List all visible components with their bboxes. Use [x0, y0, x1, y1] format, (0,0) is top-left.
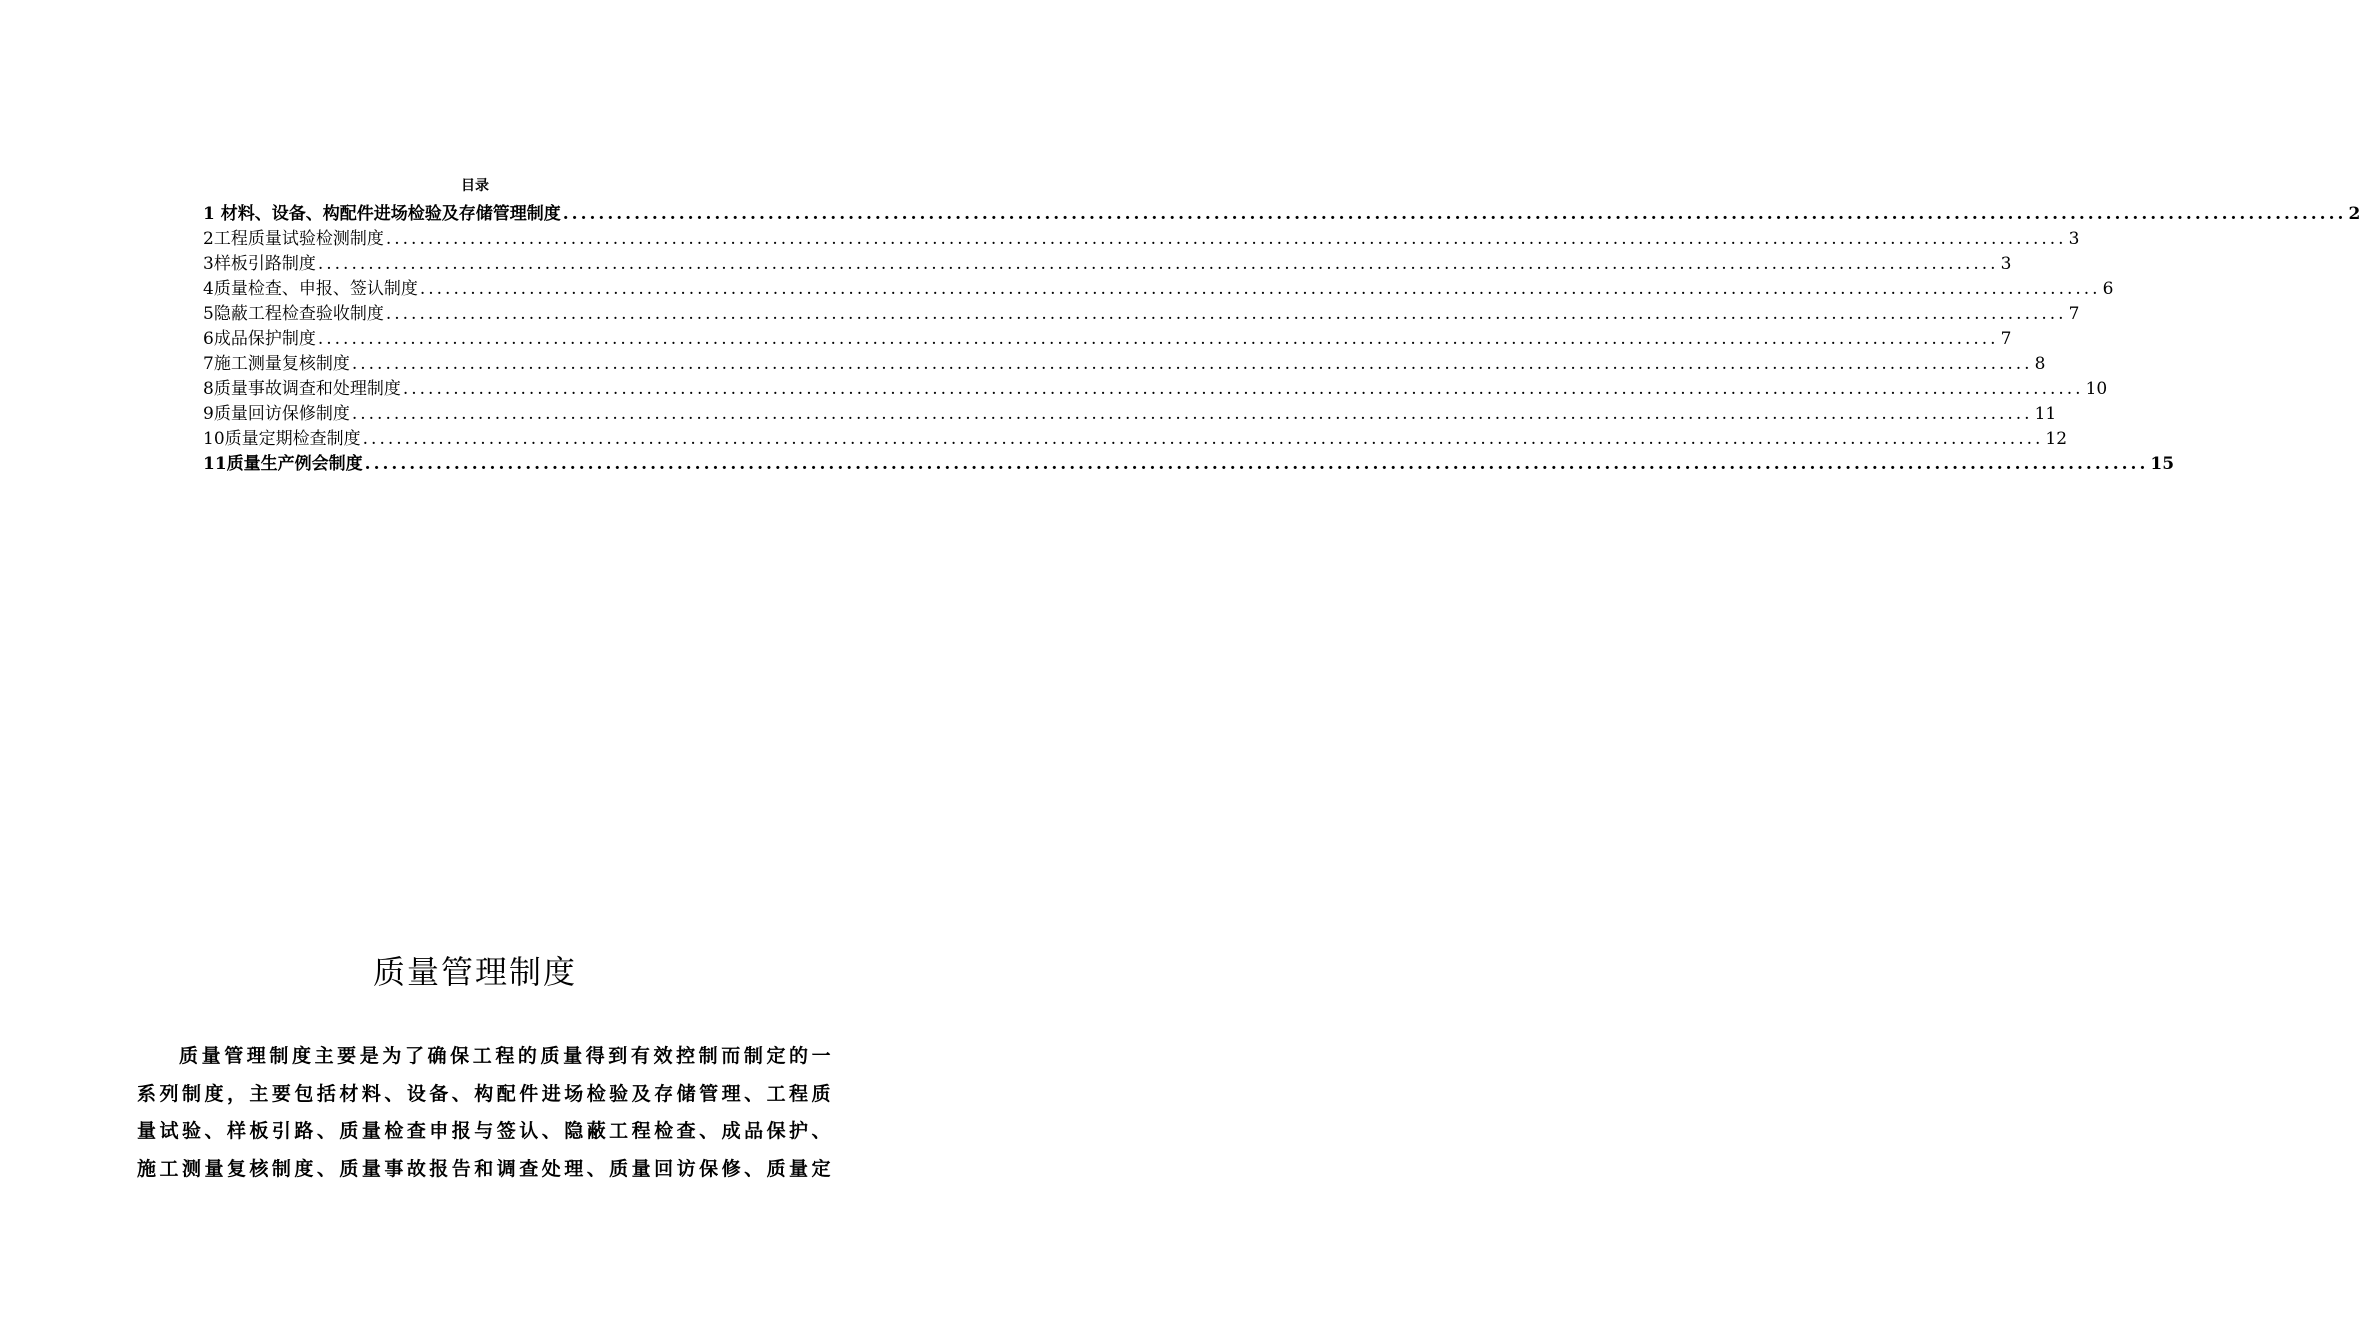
toc-item[interactable]: [203, 327, 2012, 352]
toc-heading: 目录: [461, 178, 489, 194]
toc-item-text: 3样板引路制度: [203, 254, 316, 274]
toc-item-page: 10: [2085, 379, 2108, 399]
toc-item-text: 10质量定期检查制度: [203, 429, 361, 449]
toc-item-page: 6: [2102, 279, 2114, 299]
intro-line: 施 工 测 量 复 核 制 度 、 质 量 事 故 报 告 和 调 查 处 理 、 质 量 回 访 保 修 、 质 量 定: [137, 1157, 831, 1180]
toc-item[interactable]: [203, 302, 2080, 327]
toc-item[interactable]: [203, 252, 2012, 277]
toc-leader-dots: ........................................................................................................................................................................................................: [317, 254, 1999, 274]
toc-item-text: 5隐蔽工程检查验收制度: [203, 304, 384, 324]
toc-item-text: 1 材料、设备、构配件进场检验及存储管理制度: [203, 204, 561, 224]
toc-item-text: 7施工测量复核制度: [203, 354, 350, 374]
toc-item[interactable]: [203, 427, 2068, 452]
toc-item-page: 11: [2034, 404, 2057, 424]
toc-leader-dots: ........................................................................................................................................................................................................: [351, 404, 2033, 424]
toc-item-page: 7: [2068, 304, 2080, 324]
toc-leader-dots: ........................................................................................................................................................................................................: [419, 279, 2101, 299]
toc-item-text: 6成品保护制度: [203, 329, 316, 349]
toc-item-page: 15: [2150, 454, 2175, 474]
toc-item-page: 3: [2068, 229, 2080, 249]
toc-item[interactable]: [203, 377, 2108, 402]
toc-leader-dots: ........................................................................................................................................................................................................: [385, 229, 2067, 249]
toc-leader-dots: ........................................................................................................................................................................................................: [351, 354, 2033, 374]
toc-item-page: 3: [2000, 254, 2012, 274]
toc-leader-dots: ........................................................................................................................................................................................................: [402, 379, 2084, 399]
toc-item-text: 11质量生产例会制度: [203, 454, 363, 474]
document-title: 质量管理制度: [372, 953, 577, 991]
toc-leader-dots: ........................................................................................................................................................................................................: [385, 304, 2067, 324]
toc-leader-dots: ........................................................................................................................................................................................................: [317, 329, 1999, 349]
intro-line: 质 量 管 理 制 度 主 要 是 为 了 确 保 工 程 的 质 量 得 到 有 效 控 制 而 制 定 的 一: [179, 1045, 831, 1067]
toc-item-text: 8质量事故调查和处理制度: [203, 379, 401, 399]
toc-leader-dots: ........................................................................................................................................................................................................: [562, 204, 2347, 224]
toc-leader-dots: ........................................................................................................................................................................................................: [364, 454, 2149, 474]
intro-line: 系 列 制 度 ， 主 要 包 括 材 料 、 设 备 、 构 配 件 进 场 检 验 及 存 储 管 理 、 工 程 质: [137, 1082, 831, 1105]
toc-item[interactable]: [203, 202, 2360, 227]
intro-line: 量 试 验 、 样 板 引 路 、 质 量 检 查 申 报 与 签 认 、 隐 蔽 工 程 检 查 、 成 品 保 护 、: [137, 1120, 831, 1142]
toc-item[interactable]: [203, 402, 2057, 427]
toc-item-text: 4质量检查、申报、签认制度: [203, 279, 418, 299]
toc-item[interactable]: [203, 277, 2114, 302]
toc-leader-dots: ........................................................................................................................................................................................................: [362, 429, 2044, 449]
toc-item[interactable]: [203, 352, 2046, 377]
toc-item-page: 2: [2348, 204, 2360, 224]
toc-item-page: 12: [2045, 429, 2068, 449]
toc-item-text: 9质量回访保修制度: [203, 404, 350, 424]
toc-item[interactable]: [203, 452, 2175, 477]
toc-item[interactable]: [203, 227, 2080, 252]
intro-paragraph: [137, 1038, 831, 1188]
toc-item-text: 2工程质量试验检测制度: [203, 229, 384, 249]
toc-item-page: 7: [2000, 329, 2012, 349]
table-of-contents: [203, 202, 2360, 477]
toc-item-page: 8: [2034, 354, 2046, 374]
